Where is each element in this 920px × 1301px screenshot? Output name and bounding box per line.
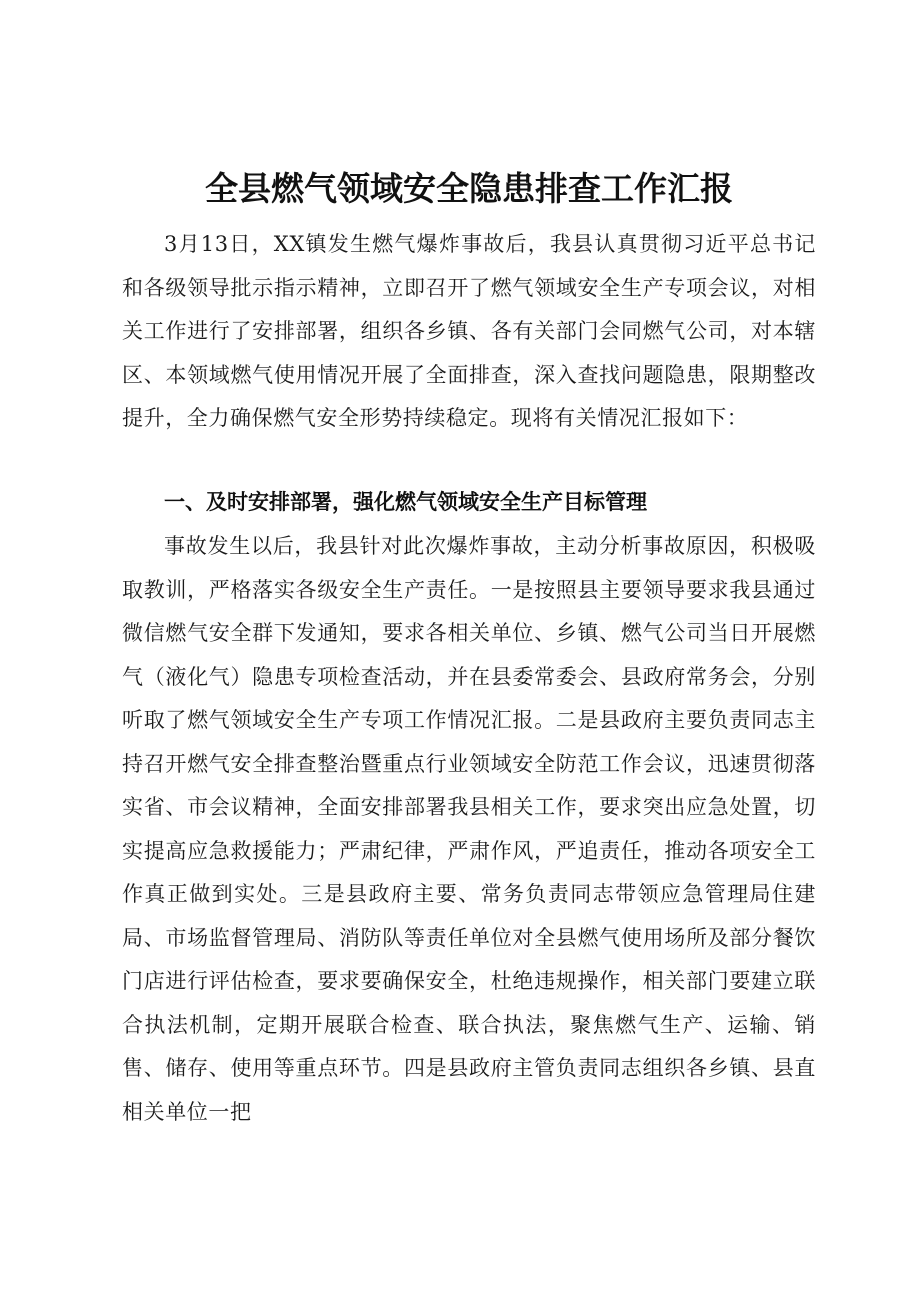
document-title: 全县燃气领域安全隐患排查工作汇报: [205, 169, 733, 208]
section-heading-1: 一、及时安排部署，强化燃气领域安全生产目标管理: [164, 490, 647, 514]
intro-paragraph: 3月13日，XX镇发生燃气爆炸事故后，我县认真贯彻习近平总书记和各级领导批示指示精神，立即召开了燃气领域安全生产专项会议，对相关工作进行了安排部署，组织各乡镇、各有关部门会同燃气公司，对本辖区、本领域燃气使用情况开展了全面排查，深入查找问题隐患，限期整改提升，全力确保燃气安全形势持续稳定。现将有关情况汇报如下：: [122, 232, 816, 430]
section-1-paragraph: 事故发生以后，我县针对此次爆炸事故，主动分析事故原因，积极吸取教训，严格落实各级安全生产责任。一是按照县主要领导要求我县通过微信燃气安全群下发通知，要求各相关单位、乡镇、燃气公司当日开展燃气（液化气）隐患专项检查活动，并在县委常委会、县政府常务会，分别听取了燃气领域安全生产专项工作情况汇报。二是县政府主要负责同志主持召开燃气安全排查整治暨重点行业领域安全防范工作会议，迅速贯彻落实省、市会议精神，全面安排部署我县相关工作，要求突出应急处置，切实提高应急救援能力；严肃纪律，严肃作风，严追责任，推动各项安全工作真正做到实处。三是县政府主要、常务负责同志带领应急管理局住建局、市场监督管理局、消防队等责任单位对全县燃气使用场所及部分餐饮门店进行评估检查，要求要确保安全，杜绝违规操作，相关部门要建立联合执法机制，定期开展联合检查、联合执法，聚焦燃气生产、运输、销售、储存、使用等重点环节。四是县政府主管负责同志组织各乡镇、县直相关单位一把: [122, 534, 816, 1124]
